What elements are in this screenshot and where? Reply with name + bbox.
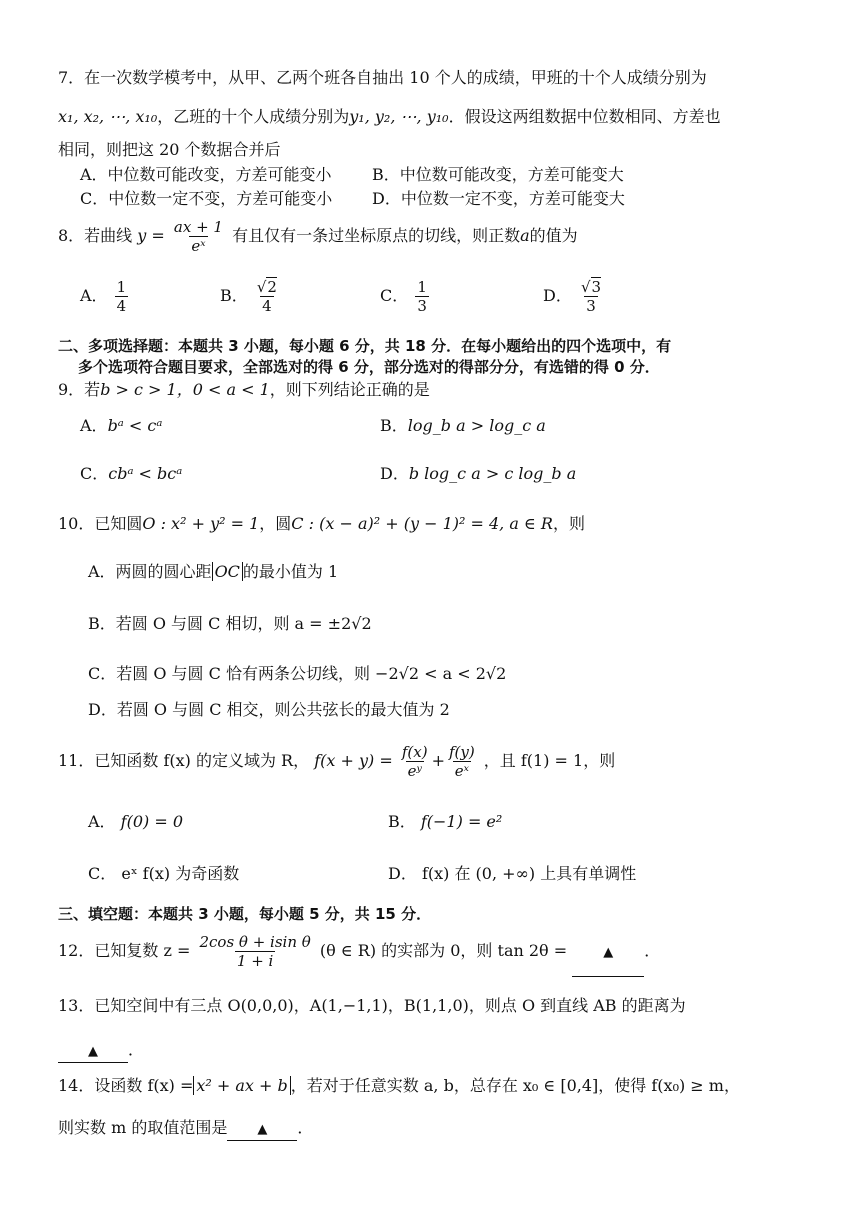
q8-stem: 8．若曲线 y = $\frac{ax + 1}{\text{eˣ}}$ 有且仅有一条过坐标原点的切线，则正数a的值为 xyxy=(58,218,578,255)
q13-stem: 13．已知空间中有三点 O(0,0,0)，A(1,−1,1)，B(1,1,0)，则点 O 到直线 AB 的距离为 xyxy=(58,996,686,1015)
q7-x-vars: x₁, x₂, ⋯, x₁₀ xyxy=(58,107,158,126)
q7-option-c: C．中位数一定不变，方差可能变小 xyxy=(80,189,333,208)
q12-stem: 12．已知复数 z = $\frac{\text{2cos θ + isin θ}}{1 + i}$ (θ ∈ R) 的实部为 0，则 tan 2θ = ▲ ． xyxy=(58,928,660,977)
q8-option-a: A． $\frac{1}{4}$ xyxy=(80,278,127,315)
q8-option-d: D． $\frac{√3}{3}$ xyxy=(543,278,602,315)
q10-option-c: C．若圆 O 与圆 C 恰有两条公切线，则 −2√2 < a < 2√2 xyxy=(88,664,507,683)
q11-option-c: C． eˣ f(x) 为奇函数 xyxy=(88,864,240,883)
q9-option-a: A．bᵃ < cᵃ xyxy=(80,416,163,435)
q10-stem: 10．已知圆O : x² + y² = 1，圆C : (x − a)² + (y − 1)² = 4, a ∈ R，则 xyxy=(58,514,585,533)
q11-stem: 11．已知函数 f(x) 的定义域为 R， f(x + y) = $\frac{f(x)}{\text{eʸ}}$ + $\frac{f(y)}{\text{eˣ}}$ ，且 f(1) = 1，则 xyxy=(58,743,616,780)
q9-stem: 9．若b > c > 1，0 < a < 1，则下列结论正确的是 xyxy=(58,380,430,399)
q7-option-a: A．中位数可能改变，方差可能变小 xyxy=(80,165,332,184)
section2-heading-line2: 多个选项符合题目要求，全部选对的得 6 分，部分选对的得部分分，有选错的得 0 分． xyxy=(78,358,660,376)
q10-option-b: B．若圆 O 与圆 C 相切，则 a = ±2√2 xyxy=(88,614,372,633)
q7-line3: 相同，则把这 20 个数据合并后 xyxy=(58,140,281,159)
q13-answer-line: ▲ ． xyxy=(58,1040,144,1063)
q7-line2-end: ．假设这两组数据中位数相同、方差也 xyxy=(448,107,721,126)
q9-option-d: D．b log_c a > c log_b a xyxy=(380,464,577,483)
q14-line2: 则实数 m 的取值范围是 ▲ ． xyxy=(58,1118,313,1141)
q12-answer-blank[interactable]: ▲ xyxy=(572,928,644,977)
q11-option-a: A． f(0) = 0 xyxy=(88,812,183,831)
q8-suffix: 有且仅有一条过坐标原点的切线，则正数 xyxy=(232,226,521,245)
q8-option-c: C． $\frac{1}{3}$ xyxy=(380,278,427,315)
q9-option-c: C．cbᵃ < bcᵃ xyxy=(80,464,183,483)
q7-line1: 7．在一次数学模考中，从甲、乙两个班各自抽出 10 个人的成绩，甲班的十个人成绩分别为 xyxy=(58,68,707,87)
q10-option-d: D．若圆 O 与圆 C 相交，则公共弦长的最大值为 2 xyxy=(88,700,450,719)
q14-answer-blank[interactable]: ▲ xyxy=(227,1118,297,1141)
q7-option-b: B．中位数可能改变，方差可能变大 xyxy=(372,165,624,184)
q8-fraction: $\frac{ax + 1}{\text{eˣ}}$ xyxy=(173,218,223,255)
q11-option-b: B． f(−1) = e² xyxy=(388,812,503,831)
q7-line2 xyxy=(58,107,721,127)
q14-stem: 14．设函数 f(x) = x² + ax + b ，若对于任意实数 a, b，总存在 x₀ ∈ [0,4]，使得 f(x₀) ≥ m， xyxy=(58,1076,740,1095)
q8-prefix: 8．若曲线 xyxy=(58,226,133,245)
q9-option-b: B．log_b a > log_c a xyxy=(380,416,546,435)
q13-answer-blank[interactable]: ▲ xyxy=(58,1040,128,1063)
section2-heading-line1: 二、多项选择题：本题共 3 小题，每小题 6 分，共 18 分．在每小题给出的四个选项中，有 xyxy=(58,337,672,355)
section3-heading: 三、填空题：本题共 3 小题，每小题 5 分，共 15 分． xyxy=(58,905,432,923)
q7-option-d: D．中位数一定不变，方差可能变大 xyxy=(372,189,625,208)
q8-option-b: B． $\frac{√2}{4}$ xyxy=(220,278,277,315)
q7-line2-text: ，乙班的十个人成绩分别为 xyxy=(157,107,350,126)
q10-option-a: A．两圆的圆心距 OC 的最小值为 1 xyxy=(88,562,339,581)
q7-y-vars: y₁, y₂, ⋯, y₁₀ xyxy=(349,107,449,126)
q11-option-d: D． f(x) 在 (0, +∞) 上具有单调性 xyxy=(388,864,637,883)
